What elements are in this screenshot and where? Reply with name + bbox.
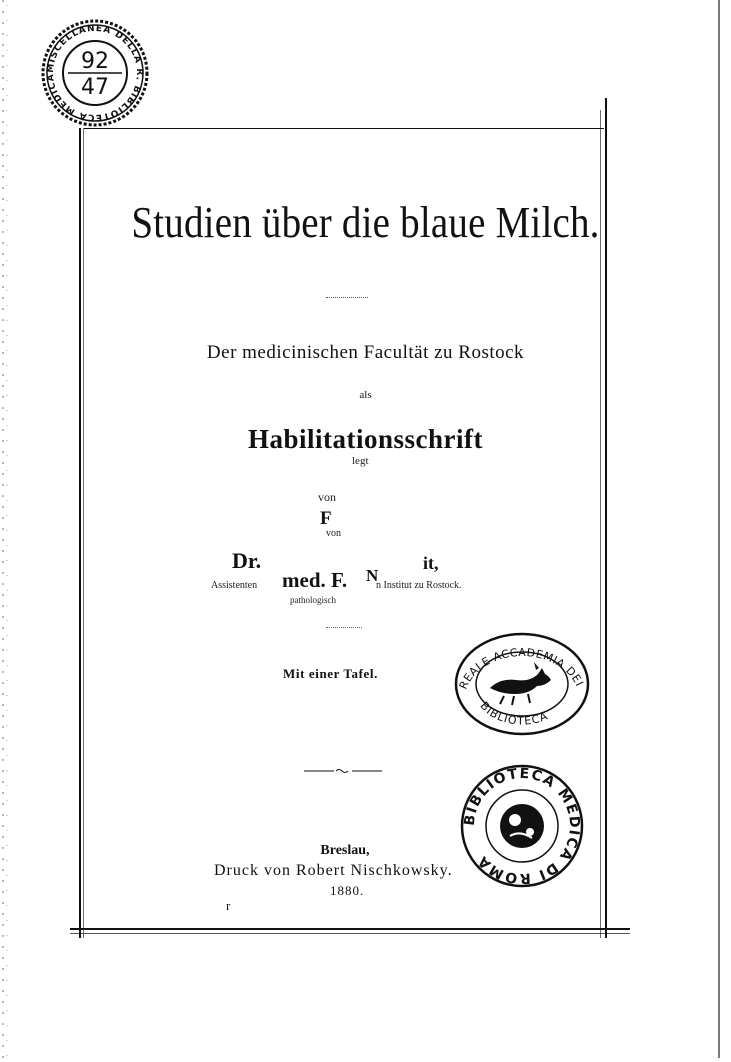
title-divider xyxy=(326,297,368,299)
author-suffix: it, xyxy=(423,553,439,573)
imprint-year: 1880. xyxy=(330,883,365,898)
academy-stamp-bottom-text: BIBLIOTECA xyxy=(477,699,551,728)
medica-stamp-ring-text: BIBLIOTECA MEDICA DI ROMA xyxy=(461,765,583,887)
assistant-label: Assistenten xyxy=(211,580,258,591)
academy-stamp xyxy=(452,628,592,736)
frame-bottom-rule xyxy=(70,928,630,930)
vorgelegt-fragment: legt xyxy=(352,455,369,467)
imprint-printer: Druck von Robert Nischkowsky. xyxy=(214,862,453,879)
author-initial-n: N xyxy=(366,566,379,585)
medica-emblem-icon xyxy=(500,804,544,848)
habilitation-heading: Habilitationsschrift xyxy=(247,424,483,454)
von-bottom-fragment: von xyxy=(326,528,341,539)
dedication-line: Der medicinischen Facultät zu Rostock xyxy=(206,342,525,363)
margin-fragment: r xyxy=(226,898,231,913)
library-stamp-ring-text: MISCELLANEA DELLA R. BIBLIOTECA MEDICA xyxy=(45,23,145,123)
scan-edge-noise xyxy=(0,0,10,1058)
pathologisch-label: pathologisch xyxy=(290,595,336,605)
frame-top-rule xyxy=(84,128,604,129)
author-name: med. F. xyxy=(282,568,348,592)
academy-stamp-ring-text: REALE ACCADEMIA DEI xyxy=(456,645,587,692)
von-top-fragment: von xyxy=(318,490,336,504)
als-text: als xyxy=(359,389,372,401)
frame-bottom-rule-2 xyxy=(70,933,630,934)
library-stamp-number-top: 92 xyxy=(81,49,109,74)
frame-left-inner-rule xyxy=(83,128,84,938)
author-divider xyxy=(326,627,362,629)
library-stamp-number-bottom: 47 xyxy=(81,75,109,100)
imprint-city: Breslau, xyxy=(320,843,370,858)
library-stamp-top-left xyxy=(38,18,152,128)
author-title: Dr. xyxy=(232,548,262,573)
page-edge-right xyxy=(718,0,720,1058)
plates-note: Mit einer Tafel. xyxy=(283,666,378,681)
initial-letter: F xyxy=(320,508,332,529)
document-title: Studien über die blaue Milch. xyxy=(131,197,600,248)
lynx-emblem-icon xyxy=(490,662,551,705)
institute-label: n Institut zu Rostock. xyxy=(376,580,462,591)
frame-left-rule xyxy=(79,128,81,938)
medica-stamp xyxy=(455,762,590,890)
ornament-divider xyxy=(304,759,382,765)
